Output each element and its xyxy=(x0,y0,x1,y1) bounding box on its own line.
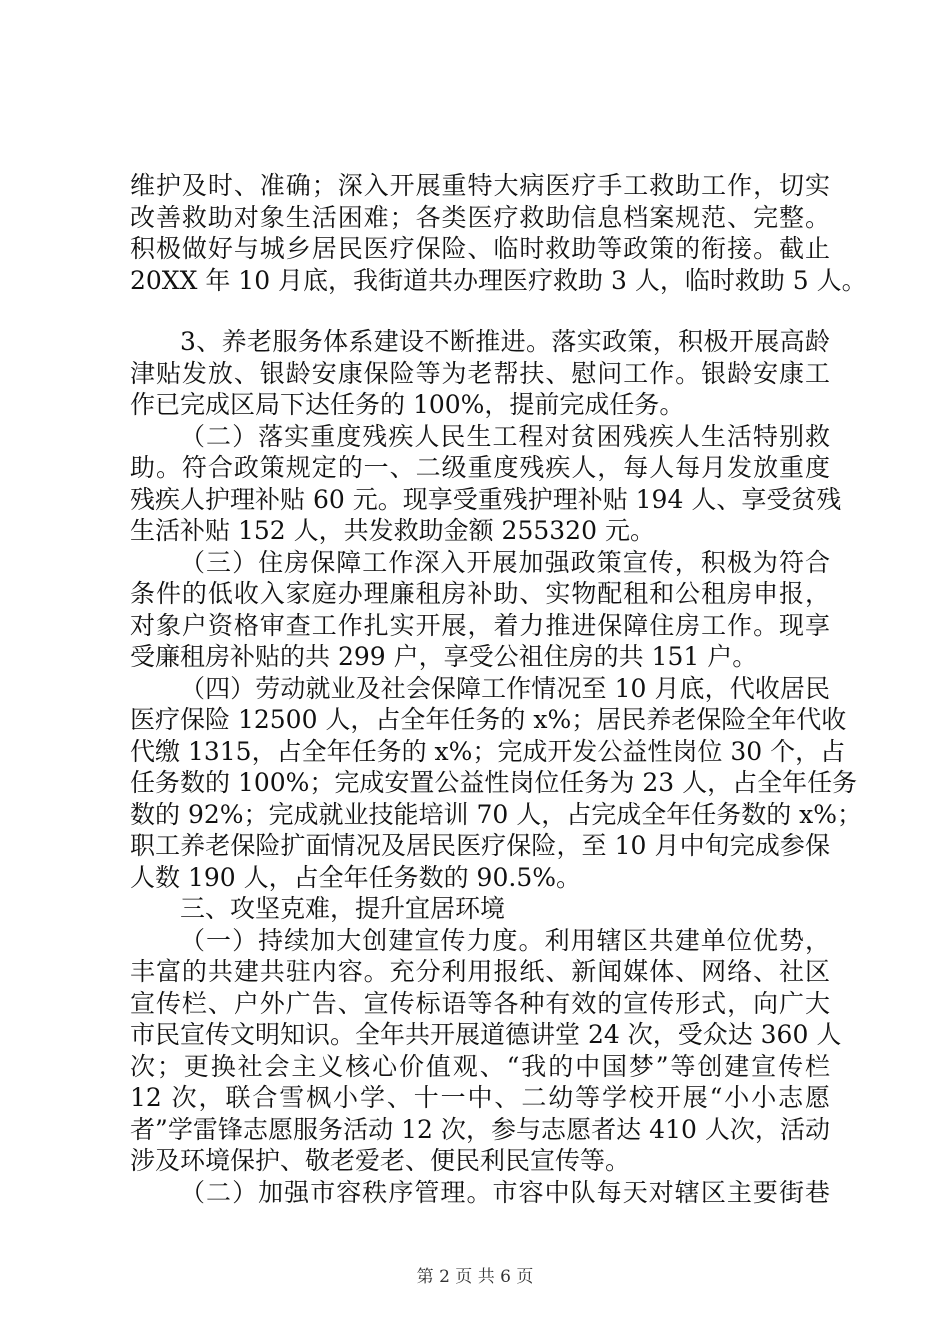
text-line: 丰富的共建共驻内容。充分利用报纸、新闻媒体、网络、社区 xyxy=(130,957,830,986)
body-text xyxy=(130,170,867,1208)
section-heading xyxy=(130,893,830,925)
text-line: 维护及时、准确；深入开展重特大病医疗手工救助工作，切实 xyxy=(130,171,830,200)
text-line: 医疗保险 12500 人，占全年任务的 x%；居民养老保险全年代收 xyxy=(130,705,847,734)
text-line: 人数 190 人，占全年任务数的 90.5%。 xyxy=(130,862,581,892)
paragraph xyxy=(130,547,830,673)
text-line: 宣传栏、户外广告、宣传标语等各种有效的宣传形式，向广大 xyxy=(130,988,830,1018)
text-line: 对象户资格审查工作扎实开展，着力推进保障住房工作。现享 xyxy=(130,610,830,640)
text-line: 助。符合政策规定的一、二级重度残疾人，每人每月发放重度 xyxy=(130,453,830,482)
text-line: （二）加强市容秩序管理。市容中队每天对辖区主要街巷 xyxy=(180,1177,830,1207)
text-line: 数的 92%；完成就业技能培训 70 人，占完成全年任务数的 x%； xyxy=(130,799,863,829)
text-line: 市民宣传文明知识。全年共开展道德讲堂 24 次，受众达 360 人 xyxy=(130,1020,842,1049)
text-line: （四）劳动就业及社会保障工作情况至 10 月底，代收居民 xyxy=(180,673,830,703)
text-line: 任务数的 100%；完成安置公益性岗位任务为 23 人，占全年任务 xyxy=(130,768,858,797)
text-line: 改善救助对象生活困难；各类医疗救助信息档案规范、完整。 xyxy=(130,202,830,232)
text-line: 20XX 年 10 月底，我街道共办理医疗救助 3 人，临时救助 5 人。 xyxy=(130,265,867,295)
text-line: 生活补贴 152 人，共发救助金额 255320 元。 xyxy=(130,516,655,545)
text-line: （三）住房保障工作深入开展加强政策宣传，积极为符合 xyxy=(180,547,830,577)
text-line: 3、养老服务体系建设不断推进。落实政策，积极开展高龄 xyxy=(180,327,830,356)
paragraph xyxy=(130,1177,830,1209)
paragraph-gap xyxy=(130,296,830,326)
text-line: 涉及环境保护、敬老爱老、便民利民宣传等。 xyxy=(130,1146,631,1175)
text-line: 代缴 1315，占全年任务的 x%；完成开发公益性岗位 30 个，占 xyxy=(130,736,846,766)
text-line: 次；更换社会主义核心价值观、“我的中国梦”等创建宣传栏 xyxy=(130,1051,830,1081)
text-line: 积极做好与城乡居民医疗保险、临时救助等政策的衔接。截止 xyxy=(130,234,830,263)
text-line: 津贴发放、银龄安康保险等为老帮扶、慰问工作。银龄安康工 xyxy=(130,358,830,388)
text-line: 受廉租房补贴的共 299 户，享受公祖住房的共 151 户。 xyxy=(130,642,758,671)
text-line: 残疾人护理补贴 60 元。现享受重残护理补贴 194 人、享受贫残 xyxy=(130,484,842,514)
text-line: 职工养老保险扩面情况及居民医疗保险，至 10 月中旬完成参保 xyxy=(130,831,830,860)
paragraph xyxy=(130,170,867,296)
paragraph xyxy=(130,326,830,421)
text-line: （二）落实重度残疾人民生工程对贫困残疾人生活特别救 xyxy=(180,421,830,451)
text-line: 者”学雷锋志愿服务活动 12 次，参与志愿者达 410 人次，活动 xyxy=(130,1114,830,1144)
text-line: 条件的低收入家庭办理廉租房补助、实物配租和公租房申报， xyxy=(130,579,830,608)
text-line: 12 次，联合雪枫小学、十一中、二幼等学校开展“小小志愿 xyxy=(130,1083,830,1112)
paragraph xyxy=(130,673,863,894)
paragraph xyxy=(130,421,842,547)
text-line: 作已完成区局下达任务的 100%，提前完成任务。 xyxy=(130,390,685,419)
text-line: （一）持续加大创建宣传力度。利用辖区共建单位优势， xyxy=(180,925,830,955)
page-footer: 第 2 页 共 6 页 xyxy=(416,1267,534,1287)
paragraph xyxy=(130,925,842,1177)
text-line: 三、攻坚克难，提升宜居环境 xyxy=(180,894,506,923)
